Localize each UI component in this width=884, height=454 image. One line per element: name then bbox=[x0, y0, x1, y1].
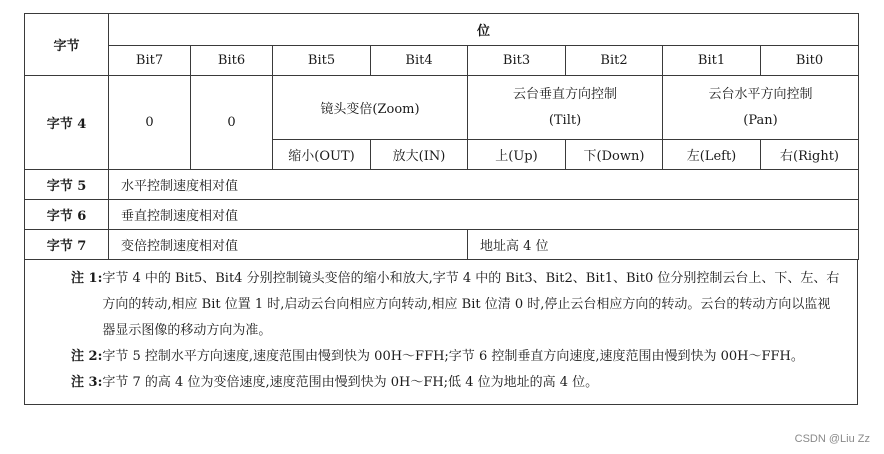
bit-6-header: Bit6 bbox=[191, 46, 273, 76]
bit-5-header: Bit5 bbox=[273, 46, 371, 76]
bit-0-header: Bit0 bbox=[761, 46, 859, 76]
tilt-title-line1: 云台垂直方向控制 bbox=[512, 86, 617, 102]
bit-3-header: Bit3 bbox=[468, 46, 566, 76]
note-2-label: 注 2: bbox=[71, 349, 103, 364]
byte-6-value: 垂直控制速度相对值 bbox=[109, 200, 859, 230]
pan-title-line2: (Pan) bbox=[743, 112, 778, 128]
note-2-text: 字节 5 控制水平方向速度,速度范围由慢到快为 00H～FFH;字节 6 控制垂直方向速度,速度范围由慢到快为 00H～FFH。 bbox=[102, 349, 804, 364]
pan-title-line1: 云台水平方向控制 bbox=[708, 86, 813, 102]
tilt-up-cell: 上(Up) bbox=[468, 140, 566, 170]
bit-2-header: Bit2 bbox=[566, 46, 663, 76]
bit-7-header: Bit7 bbox=[109, 46, 191, 76]
byte-4-bit7: 0 bbox=[109, 76, 191, 170]
tilt-down-cell: 下(Down) bbox=[566, 140, 663, 170]
protocol-table bbox=[24, 13, 859, 260]
note-1 bbox=[25, 266, 857, 344]
protocol-table-container bbox=[24, 13, 858, 405]
tilt-title bbox=[468, 76, 663, 140]
pan-title bbox=[663, 76, 859, 140]
zoom-out-cell: 缩小(OUT) bbox=[273, 140, 371, 170]
byte-5-label: 字节 5 bbox=[25, 170, 109, 200]
note-1-text: 字节 4 中的 Bit5、Bit4 分别控制镜头变倍的缩小和放大,字节 4 中的 Bit3、Bit2、Bit1、Bit0 位分别控制云台上、下、左、右方向的转动,相应 Bit 位置 1 时,启动云台向相应方向转动,相应 Bit 位清 0 时,停止云台相应方向的转动。云台的转动方向以监视器显示图像的移动方向为准。 bbox=[102, 271, 840, 338]
byte-7-address: 地址高 4 位 bbox=[468, 230, 859, 260]
note-3-label: 注 3: bbox=[71, 375, 103, 390]
bit-1-header: Bit1 bbox=[663, 46, 761, 76]
byte-7-label: 字节 7 bbox=[25, 230, 109, 260]
byte-5-value: 水平控制速度相对值 bbox=[109, 170, 859, 200]
note-2 bbox=[25, 344, 857, 370]
header-byte: 字节 bbox=[25, 14, 109, 76]
byte-7-value: 变倍控制速度相对值 bbox=[109, 230, 468, 260]
notes-section bbox=[24, 260, 858, 405]
byte-4-label: 字节 4 bbox=[25, 76, 109, 170]
byte-4-bit6: 0 bbox=[191, 76, 273, 170]
byte-6-label: 字节 6 bbox=[25, 200, 109, 230]
note-1-label: 注 1: bbox=[71, 271, 103, 286]
header-bit: 位 bbox=[109, 14, 859, 46]
bit-4-header: Bit4 bbox=[371, 46, 468, 76]
pan-right-cell: 右(Right) bbox=[761, 140, 859, 170]
tilt-title-line2: (Tilt) bbox=[548, 112, 582, 128]
watermark: CSDN @Liu Zz bbox=[794, 433, 870, 445]
zoom-in-cell: 放大(IN) bbox=[371, 140, 468, 170]
pan-left-cell: 左(Left) bbox=[663, 140, 761, 170]
note-3-text: 字节 7 的高 4 位为变倍速度,速度范围由慢到快为 0H～FH;低 4 位为地址的高 4 位。 bbox=[102, 375, 599, 390]
zoom-title: 镜头变倍(Zoom) bbox=[273, 76, 468, 140]
note-3 bbox=[25, 370, 857, 396]
